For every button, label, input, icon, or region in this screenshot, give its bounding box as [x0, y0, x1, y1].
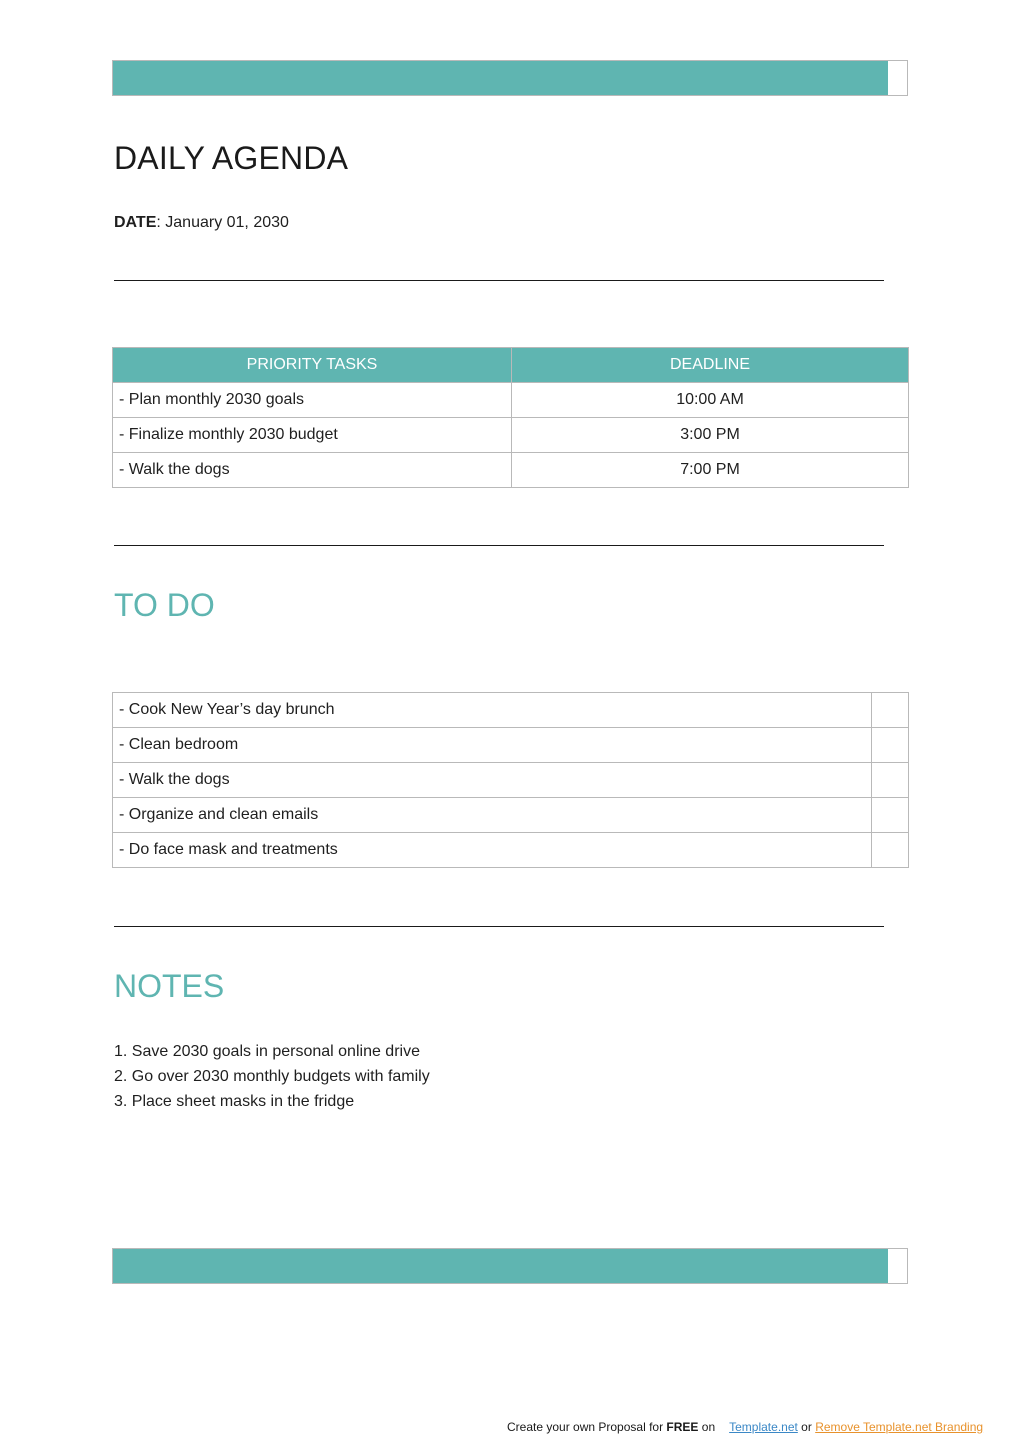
date-value: : January 01, 2030: [156, 214, 289, 231]
deadline-cell: 3:00 PM: [512, 418, 909, 453]
bottom-accent-band-box: [888, 1249, 907, 1283]
top-accent-band-box: [888, 61, 907, 95]
bottom-accent-band: [112, 1248, 908, 1284]
divider-1: [114, 280, 884, 281]
footer-prefix: Create your own Proposal for: [507, 1420, 667, 1434]
note-item: 3. Place sheet masks in the fridge: [114, 1093, 355, 1110]
top-accent-band: [112, 60, 908, 96]
priority-tasks-header: PRIORITY TASKS: [113, 348, 512, 383]
table-row: [113, 763, 909, 798]
table-row: [113, 833, 909, 868]
notes-heading: NOTES: [114, 968, 225, 1004]
deadline-cell: 7:00 PM: [512, 453, 909, 488]
todo-checkbox[interactable]: [872, 693, 909, 728]
priority-task-cell: - Finalize monthly 2030 budget: [113, 418, 512, 453]
top-accent-band-fill: [113, 61, 888, 95]
todo-checkbox[interactable]: [872, 798, 909, 833]
todo-checkbox[interactable]: [872, 833, 909, 868]
table-row: [113, 693, 909, 728]
date-line: [114, 214, 289, 232]
todo-item: - Do face mask and treatments: [113, 833, 872, 868]
todo-table: [112, 692, 909, 868]
priority-task-cell: - Walk the dogs: [113, 453, 512, 488]
bottom-accent-band-fill: [113, 1249, 888, 1283]
note-item: 2. Go over 2030 monthly budgets with family: [114, 1068, 430, 1085]
deadline-header: DEADLINE: [512, 348, 909, 383]
footer-or: or: [797, 1420, 816, 1434]
table-row: [113, 383, 909, 418]
priority-header-row: [113, 348, 909, 383]
table-row: [113, 798, 909, 833]
todo-checkbox[interactable]: [872, 763, 909, 798]
todo-item: - Walk the dogs: [113, 763, 872, 798]
footer-on: on: [698, 1420, 716, 1434]
notes-list: [114, 1039, 430, 1114]
todo-heading: TO DO: [114, 587, 215, 623]
note-item: 1. Save 2030 goals in personal online drive: [114, 1043, 420, 1060]
table-row: [113, 728, 909, 763]
todo-checkbox[interactable]: [872, 728, 909, 763]
template-net-link[interactable]: Template.net: [729, 1420, 798, 1434]
priority-tasks-table: [112, 347, 909, 488]
divider-2: [114, 545, 884, 546]
date-label: DATE: [114, 214, 157, 231]
footer-branding: [507, 1420, 983, 1434]
priority-task-cell: - Plan monthly 2030 goals: [113, 383, 512, 418]
table-row: [113, 453, 909, 488]
deadline-cell: 10:00 AM: [512, 383, 909, 418]
divider-3: [114, 926, 884, 927]
table-row: [113, 418, 909, 453]
todo-item: - Organize and clean emails: [113, 798, 872, 833]
footer-free: FREE: [666, 1420, 699, 1434]
todo-item: - Clean bedroom: [113, 728, 872, 763]
remove-branding-link[interactable]: Remove Template.net Branding: [815, 1420, 984, 1434]
page-title: DAILY AGENDA: [114, 140, 349, 176]
todo-item: - Cook New Year’s day brunch: [113, 693, 872, 728]
